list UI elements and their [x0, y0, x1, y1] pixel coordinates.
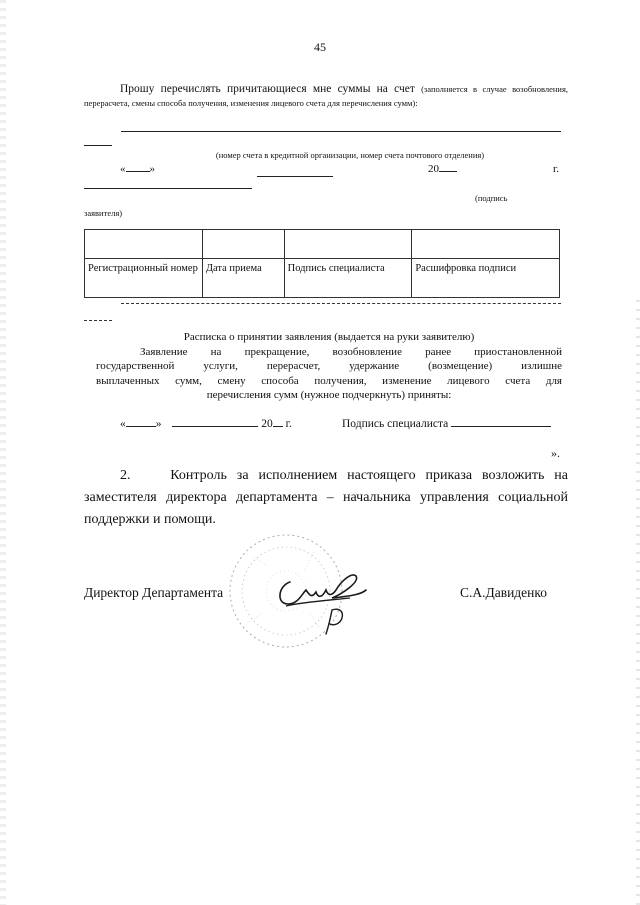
receipt-title: Расписка о принятии заявления (выдается на руки заявителю): [183, 331, 475, 343]
request-text: Прошу перечислять причитающиеся мне суммы на счет: [120, 83, 415, 95]
date-year-suffix: г.: [553, 163, 560, 175]
cut-line-continued: [84, 320, 112, 321]
signature-hint-1: (подпись: [475, 193, 508, 203]
header-signature-decode: Расшифровка подписи: [412, 259, 560, 298]
header-date: Дата приема: [202, 259, 284, 298]
receipt-line-4: перечисления сумм (нужное подчеркнуть) приняты:: [206, 389, 452, 401]
receipt-line-3: выплаченных сумм, смену способа получения, изменение лицевого счета для: [96, 374, 562, 387]
table-row-empty: [85, 230, 560, 259]
account-hint: (номер счета в кредитной организации, номер счета почтового отделения): [215, 150, 485, 160]
application-date: « »: [120, 163, 155, 175]
scan-edge-right: [636, 300, 640, 905]
page-number: 45: [314, 40, 326, 54]
receipt-date: « » 20 г.: [120, 418, 292, 430]
account-line: [121, 131, 561, 132]
date-year: 20: [428, 163, 457, 175]
signature-name: С.А.Давиденко: [460, 585, 548, 600]
paragraph-2-number: 2.: [120, 468, 131, 483]
request-paragraph: [84, 82, 568, 110]
header-reg-number: Регистрационный номер: [85, 259, 203, 298]
cut-line: [121, 303, 561, 304]
date-month-line: [257, 176, 333, 177]
receipt-specialist-signature: Подпись специалиста: [342, 418, 551, 430]
handwritten-signature: [272, 560, 372, 640]
receipt-line-2: государственной услуги, перерасчет, удержание (возмещение) излишне: [96, 360, 562, 372]
receipt-line-1: Заявление на прекращение, возобновление ранее приостановленной: [140, 345, 562, 358]
header-specialist-signature: Подпись специалиста: [284, 259, 412, 298]
signature-hint-2: заявителя): [84, 208, 123, 218]
receipt-closing: ».: [551, 446, 560, 460]
signature-role: Директор Департамента: [84, 585, 224, 600]
registration-table: [84, 229, 560, 298]
scan-edge-left: [0, 0, 6, 905]
table-header-row: [85, 259, 560, 298]
applicant-signature-line: [84, 188, 252, 189]
paragraph-2: [84, 465, 568, 531]
receipt-block: [96, 330, 562, 403]
paragraph-2-text: Контроль за исполнением настоящего приказа возложить на заместителя директора департамента – начальника управления социальной поддержки и помощи.: [84, 468, 568, 527]
request-note: (заполняется в случае возобновления, перерасчета, смены способа получения, изменения лицевого счета для перечисления сумм):: [84, 84, 569, 108]
account-line-continued: [84, 145, 112, 146]
